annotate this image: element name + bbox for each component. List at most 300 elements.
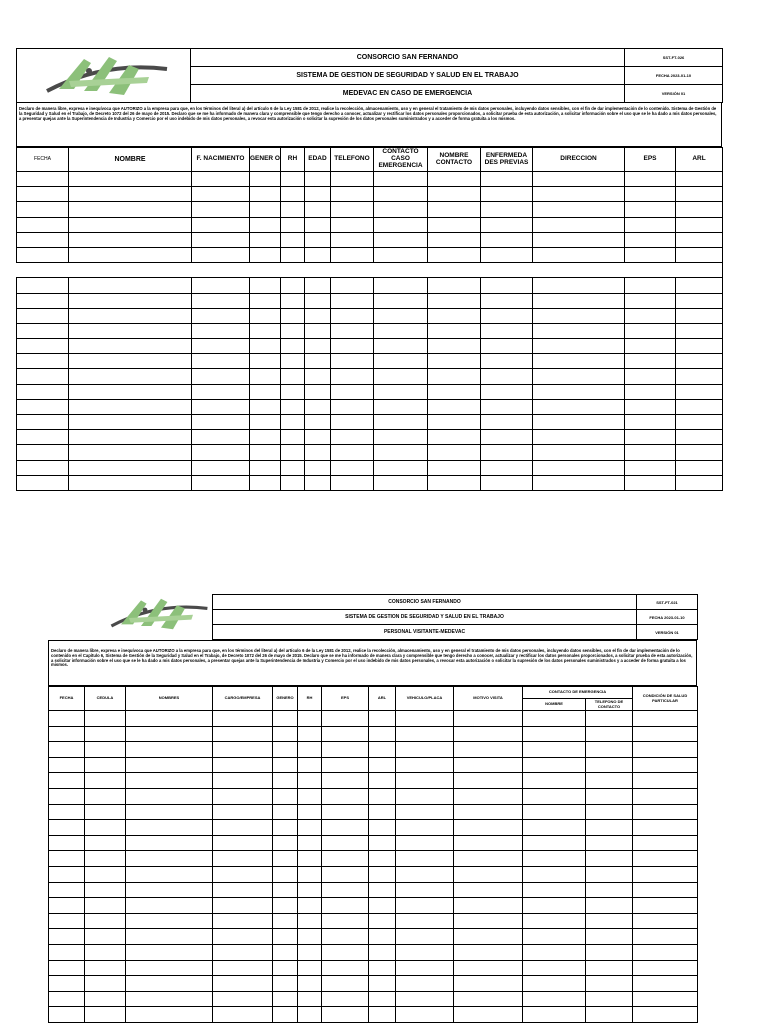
table-cell[interactable]	[633, 726, 698, 742]
table-cell[interactable]	[481, 430, 533, 445]
table-cell[interactable]	[192, 460, 250, 475]
table-cell[interactable]	[676, 323, 723, 338]
table-cell[interactable]	[396, 929, 454, 945]
table-cell[interactable]	[69, 399, 192, 414]
table-cell[interactable]	[273, 726, 298, 742]
table-cell[interactable]	[454, 835, 523, 851]
table-cell[interactable]	[213, 944, 273, 960]
table-cell[interactable]	[305, 399, 331, 414]
table-cell[interactable]	[523, 1007, 586, 1023]
table-cell[interactable]	[126, 882, 213, 898]
table-cell[interactable]	[374, 247, 428, 262]
table-cell[interactable]	[633, 976, 698, 992]
table-cell[interactable]	[369, 913, 396, 929]
table-cell[interactable]	[523, 788, 586, 804]
table-cell[interactable]	[192, 339, 250, 354]
table-cell[interactable]	[192, 384, 250, 399]
table-cell[interactable]	[533, 202, 625, 217]
table-cell[interactable]	[331, 354, 374, 369]
table-cell[interactable]	[523, 960, 586, 976]
table-cell[interactable]	[322, 835, 369, 851]
table-cell[interactable]	[374, 460, 428, 475]
table-cell[interactable]	[17, 384, 69, 399]
table-cell[interactable]	[454, 788, 523, 804]
table-cell[interactable]	[369, 757, 396, 773]
table-cell[interactable]	[523, 866, 586, 882]
table-cell[interactable]	[126, 1007, 213, 1023]
table-cell[interactable]	[625, 308, 676, 323]
table-cell[interactable]	[369, 991, 396, 1007]
table-cell[interactable]	[454, 1007, 523, 1023]
table-cell[interactable]	[625, 430, 676, 445]
table-cell[interactable]	[250, 247, 281, 262]
table-cell[interactable]	[428, 278, 481, 293]
table-cell[interactable]	[369, 820, 396, 836]
table-cell[interactable]	[633, 835, 698, 851]
table-cell[interactable]	[676, 293, 723, 308]
table-cell[interactable]	[396, 944, 454, 960]
table-cell[interactable]	[192, 308, 250, 323]
table-cell[interactable]	[374, 323, 428, 338]
table-cell[interactable]	[331, 460, 374, 475]
table-cell[interactable]	[676, 278, 723, 293]
table-cell[interactable]	[428, 475, 481, 490]
table-cell[interactable]	[273, 757, 298, 773]
table-cell[interactable]	[428, 187, 481, 202]
table-cell[interactable]	[481, 202, 533, 217]
table-cell[interactable]	[273, 976, 298, 992]
table-cell[interactable]	[305, 445, 331, 460]
table-cell[interactable]	[331, 399, 374, 414]
table-cell[interactable]	[454, 726, 523, 742]
table-cell[interactable]	[586, 929, 633, 945]
table-cell[interactable]	[213, 866, 273, 882]
table-cell[interactable]	[69, 308, 192, 323]
table-cell[interactable]	[454, 976, 523, 992]
table-cell[interactable]	[250, 445, 281, 460]
table-cell[interactable]	[213, 773, 273, 789]
table-cell[interactable]	[192, 278, 250, 293]
table-cell[interactable]	[633, 960, 698, 976]
table-cell[interactable]	[586, 1007, 633, 1023]
table-cell[interactable]	[192, 293, 250, 308]
table-cell[interactable]	[586, 960, 633, 976]
table-cell[interactable]	[369, 929, 396, 945]
table-cell[interactable]	[192, 445, 250, 460]
table-cell[interactable]	[481, 308, 533, 323]
table-cell[interactable]	[273, 991, 298, 1007]
table-cell[interactable]	[322, 913, 369, 929]
table-cell[interactable]	[192, 232, 250, 247]
table-cell[interactable]	[298, 929, 322, 945]
table-cell[interactable]	[586, 866, 633, 882]
table-cell[interactable]	[322, 944, 369, 960]
table-cell[interactable]	[49, 711, 85, 727]
table-cell[interactable]	[281, 172, 305, 187]
table-cell[interactable]	[676, 430, 723, 445]
table-cell[interactable]	[213, 1007, 273, 1023]
table-cell[interactable]	[633, 929, 698, 945]
table-cell[interactable]	[85, 851, 126, 867]
table-cell[interactable]	[676, 475, 723, 490]
table-cell[interactable]	[369, 976, 396, 992]
table-cell[interactable]	[454, 820, 523, 836]
table-cell[interactable]	[298, 1007, 322, 1023]
table-cell[interactable]	[17, 232, 69, 247]
table-cell[interactable]	[374, 217, 428, 232]
table-cell[interactable]	[533, 445, 625, 460]
table-cell[interactable]	[331, 278, 374, 293]
table-cell[interactable]	[192, 354, 250, 369]
table-cell[interactable]	[305, 187, 331, 202]
table-cell[interactable]	[281, 308, 305, 323]
table-cell[interactable]	[331, 172, 374, 187]
table-cell[interactable]	[428, 293, 481, 308]
table-cell[interactable]	[281, 415, 305, 430]
table-cell[interactable]	[374, 445, 428, 460]
table-cell[interactable]	[586, 991, 633, 1007]
table-cell[interactable]	[298, 788, 322, 804]
table-cell[interactable]	[586, 898, 633, 914]
table-cell[interactable]	[676, 172, 723, 187]
table-cell[interactable]	[69, 247, 192, 262]
table-cell[interactable]	[625, 384, 676, 399]
table-cell[interactable]	[250, 172, 281, 187]
table-cell[interactable]	[374, 354, 428, 369]
table-cell[interactable]	[17, 430, 69, 445]
table-cell[interactable]	[676, 369, 723, 384]
table-cell[interactable]	[633, 711, 698, 727]
table-cell[interactable]	[85, 1007, 126, 1023]
table-cell[interactable]	[586, 757, 633, 773]
table-cell[interactable]	[213, 929, 273, 945]
table-cell[interactable]	[676, 339, 723, 354]
table-cell[interactable]	[374, 384, 428, 399]
table-cell[interactable]	[281, 339, 305, 354]
table-cell[interactable]	[428, 202, 481, 217]
table-cell[interactable]	[298, 882, 322, 898]
table-cell[interactable]	[322, 866, 369, 882]
table-cell[interactable]	[533, 217, 625, 232]
table-cell[interactable]	[586, 851, 633, 867]
table-cell[interactable]	[454, 742, 523, 758]
table-cell[interactable]	[322, 820, 369, 836]
table-cell[interactable]	[85, 991, 126, 1007]
table-cell[interactable]	[331, 445, 374, 460]
table-cell[interactable]	[126, 929, 213, 945]
table-cell[interactable]	[481, 460, 533, 475]
table-cell[interactable]	[305, 217, 331, 232]
table-cell[interactable]	[250, 399, 281, 414]
table-cell[interactable]	[126, 726, 213, 742]
table-cell[interactable]	[428, 430, 481, 445]
table-cell[interactable]	[298, 773, 322, 789]
table-cell[interactable]	[126, 835, 213, 851]
table-cell[interactable]	[192, 217, 250, 232]
table-cell[interactable]	[17, 369, 69, 384]
table-cell[interactable]	[676, 460, 723, 475]
table-cell[interactable]	[192, 475, 250, 490]
table-cell[interactable]	[213, 820, 273, 836]
table-cell[interactable]	[633, 991, 698, 1007]
table-cell[interactable]	[305, 232, 331, 247]
table-cell[interactable]	[69, 217, 192, 232]
table-cell[interactable]	[298, 944, 322, 960]
table-cell[interactable]	[625, 369, 676, 384]
table-cell[interactable]	[374, 202, 428, 217]
table-cell[interactable]	[126, 788, 213, 804]
table-cell[interactable]	[250, 278, 281, 293]
table-cell[interactable]	[533, 415, 625, 430]
table-cell[interactable]	[676, 384, 723, 399]
table-cell[interactable]	[586, 820, 633, 836]
table-cell[interactable]	[85, 898, 126, 914]
table-cell[interactable]	[49, 726, 85, 742]
table-cell[interactable]	[331, 430, 374, 445]
table-cell[interactable]	[676, 187, 723, 202]
table-cell[interactable]	[523, 944, 586, 960]
table-cell[interactable]	[305, 415, 331, 430]
table-cell[interactable]	[633, 820, 698, 836]
table-cell[interactable]	[586, 773, 633, 789]
table-cell[interactable]	[396, 866, 454, 882]
table-cell[interactable]	[322, 991, 369, 1007]
table-cell[interactable]	[625, 217, 676, 232]
table-cell[interactable]	[374, 172, 428, 187]
table-cell[interactable]	[454, 804, 523, 820]
table-cell[interactable]	[481, 187, 533, 202]
table-cell[interactable]	[676, 354, 723, 369]
table-cell[interactable]	[298, 960, 322, 976]
table-cell[interactable]	[49, 960, 85, 976]
table-cell[interactable]	[374, 187, 428, 202]
table-cell[interactable]	[533, 308, 625, 323]
table-cell[interactable]	[298, 913, 322, 929]
table-cell[interactable]	[331, 202, 374, 217]
table-cell[interactable]	[428, 232, 481, 247]
table-cell[interactable]	[586, 944, 633, 960]
table-cell[interactable]	[273, 960, 298, 976]
table-cell[interactable]	[281, 460, 305, 475]
table-cell[interactable]	[481, 415, 533, 430]
table-cell[interactable]	[49, 898, 85, 914]
table-cell[interactable]	[126, 820, 213, 836]
table-cell[interactable]	[213, 788, 273, 804]
table-cell[interactable]	[331, 247, 374, 262]
table-cell[interactable]	[273, 944, 298, 960]
table-cell[interactable]	[322, 882, 369, 898]
table-cell[interactable]	[69, 202, 192, 217]
table-cell[interactable]	[322, 898, 369, 914]
table-cell[interactable]	[69, 475, 192, 490]
table-cell[interactable]	[369, 851, 396, 867]
table-cell[interactable]	[625, 445, 676, 460]
table-cell[interactable]	[454, 960, 523, 976]
table-cell[interactable]	[85, 804, 126, 820]
table-cell[interactable]	[523, 773, 586, 789]
table-cell[interactable]	[126, 804, 213, 820]
table-cell[interactable]	[126, 898, 213, 914]
table-cell[interactable]	[250, 187, 281, 202]
table-cell[interactable]	[454, 757, 523, 773]
table-cell[interactable]	[281, 232, 305, 247]
table-cell[interactable]	[481, 399, 533, 414]
table-cell[interactable]	[250, 339, 281, 354]
table-cell[interactable]	[331, 308, 374, 323]
table-cell[interactable]	[374, 430, 428, 445]
table-cell[interactable]	[322, 773, 369, 789]
table-cell[interactable]	[49, 1007, 85, 1023]
table-cell[interactable]	[192, 172, 250, 187]
table-cell[interactable]	[250, 323, 281, 338]
table-cell[interactable]	[633, 804, 698, 820]
table-cell[interactable]	[298, 835, 322, 851]
table-cell[interactable]	[374, 308, 428, 323]
table-cell[interactable]	[273, 866, 298, 882]
table-cell[interactable]	[250, 354, 281, 369]
table-cell[interactable]	[523, 804, 586, 820]
table-cell[interactable]	[49, 976, 85, 992]
table-cell[interactable]	[305, 202, 331, 217]
table-cell[interactable]	[298, 851, 322, 867]
table-cell[interactable]	[481, 217, 533, 232]
table-cell[interactable]	[481, 247, 533, 262]
table-cell[interactable]	[374, 293, 428, 308]
table-cell[interactable]	[305, 293, 331, 308]
table-cell[interactable]	[523, 882, 586, 898]
table-cell[interactable]	[369, 898, 396, 914]
table-cell[interactable]	[523, 757, 586, 773]
table-cell[interactable]	[305, 369, 331, 384]
table-cell[interactable]	[533, 323, 625, 338]
table-cell[interactable]	[396, 773, 454, 789]
table-cell[interactable]	[281, 384, 305, 399]
table-cell[interactable]	[676, 217, 723, 232]
table-cell[interactable]	[625, 475, 676, 490]
table-cell[interactable]	[85, 726, 126, 742]
table-cell[interactable]	[322, 1007, 369, 1023]
table-cell[interactable]	[69, 339, 192, 354]
table-cell[interactable]	[454, 898, 523, 914]
table-cell[interactable]	[625, 415, 676, 430]
table-cell[interactable]	[533, 460, 625, 475]
table-cell[interactable]	[250, 308, 281, 323]
table-cell[interactable]	[281, 247, 305, 262]
table-cell[interactable]	[213, 960, 273, 976]
table-cell[interactable]	[49, 835, 85, 851]
table-cell[interactable]	[213, 742, 273, 758]
table-cell[interactable]	[396, 898, 454, 914]
table-cell[interactable]	[69, 293, 192, 308]
table-cell[interactable]	[305, 339, 331, 354]
table-cell[interactable]	[396, 757, 454, 773]
table-cell[interactable]	[192, 415, 250, 430]
table-cell[interactable]	[481, 323, 533, 338]
table-cell[interactable]	[331, 187, 374, 202]
table-cell[interactable]	[374, 399, 428, 414]
table-cell[interactable]	[85, 757, 126, 773]
table-cell[interactable]	[273, 882, 298, 898]
table-cell[interactable]	[625, 293, 676, 308]
table-cell[interactable]	[322, 929, 369, 945]
table-cell[interactable]	[331, 217, 374, 232]
table-cell[interactable]	[17, 308, 69, 323]
table-cell[interactable]	[428, 172, 481, 187]
table-cell[interactable]	[428, 399, 481, 414]
table-cell[interactable]	[17, 172, 69, 187]
table-cell[interactable]	[322, 726, 369, 742]
table-cell[interactable]	[305, 354, 331, 369]
table-cell[interactable]	[481, 278, 533, 293]
table-cell[interactable]	[396, 726, 454, 742]
table-cell[interactable]	[192, 323, 250, 338]
table-cell[interactable]	[126, 851, 213, 867]
table-cell[interactable]	[625, 460, 676, 475]
table-cell[interactable]	[85, 976, 126, 992]
table-cell[interactable]	[298, 757, 322, 773]
table-cell[interactable]	[126, 773, 213, 789]
table-cell[interactable]	[305, 247, 331, 262]
table-cell[interactable]	[331, 232, 374, 247]
table-cell[interactable]	[428, 445, 481, 460]
table-cell[interactable]	[481, 475, 533, 490]
table-cell[interactable]	[428, 415, 481, 430]
table-cell[interactable]	[633, 788, 698, 804]
table-cell[interactable]	[396, 788, 454, 804]
table-cell[interactable]	[586, 835, 633, 851]
table-cell[interactable]	[533, 475, 625, 490]
table-cell[interactable]	[281, 202, 305, 217]
table-cell[interactable]	[17, 187, 69, 202]
table-cell[interactable]	[676, 399, 723, 414]
table-cell[interactable]	[533, 293, 625, 308]
table-cell[interactable]	[625, 278, 676, 293]
table-cell[interactable]	[49, 820, 85, 836]
table-cell[interactable]	[305, 384, 331, 399]
table-cell[interactable]	[428, 308, 481, 323]
table-cell[interactable]	[69, 415, 192, 430]
table-cell[interactable]	[454, 944, 523, 960]
table-cell[interactable]	[298, 820, 322, 836]
table-cell[interactable]	[213, 851, 273, 867]
table-cell[interactable]	[192, 430, 250, 445]
table-cell[interactable]	[250, 460, 281, 475]
table-cell[interactable]	[481, 384, 533, 399]
table-cell[interactable]	[396, 960, 454, 976]
table-cell[interactable]	[273, 804, 298, 820]
table-cell[interactable]	[676, 202, 723, 217]
table-cell[interactable]	[481, 445, 533, 460]
table-cell[interactable]	[369, 960, 396, 976]
table-cell[interactable]	[625, 187, 676, 202]
table-cell[interactable]	[633, 1007, 698, 1023]
table-cell[interactable]	[625, 354, 676, 369]
table-cell[interactable]	[49, 913, 85, 929]
table-cell[interactable]	[533, 369, 625, 384]
table-cell[interactable]	[586, 726, 633, 742]
table-cell[interactable]	[281, 399, 305, 414]
table-cell[interactable]	[273, 1007, 298, 1023]
table-cell[interactable]	[428, 323, 481, 338]
table-cell[interactable]	[396, 711, 454, 727]
table-cell[interactable]	[481, 354, 533, 369]
table-cell[interactable]	[298, 742, 322, 758]
table-cell[interactable]	[625, 172, 676, 187]
table-cell[interactable]	[396, 851, 454, 867]
table-cell[interactable]	[533, 339, 625, 354]
table-cell[interactable]	[126, 960, 213, 976]
table-cell[interactable]	[281, 293, 305, 308]
